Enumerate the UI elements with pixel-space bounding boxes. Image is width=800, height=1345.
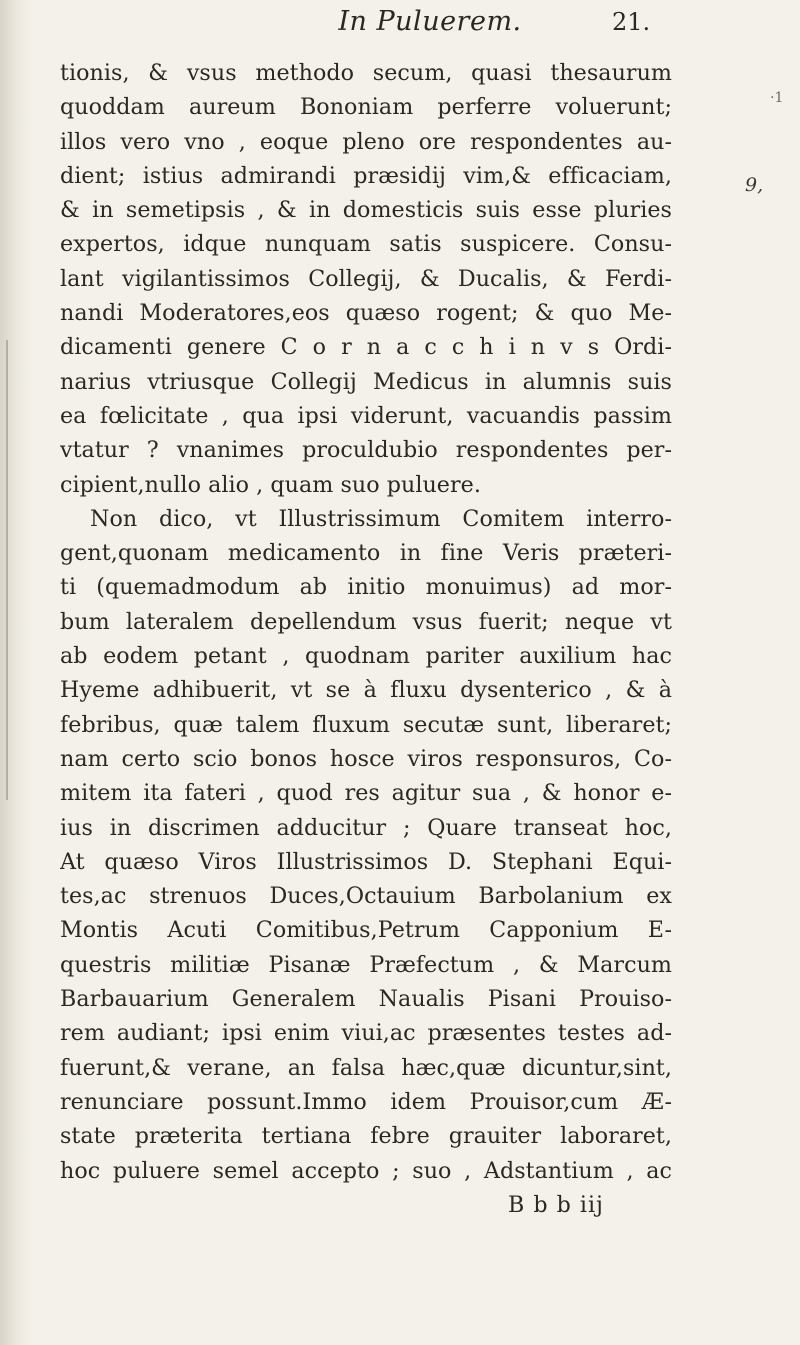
body-text bbox=[60, 56, 672, 1222]
text-line: ab eodem petant , quodnam pariter auxilium hac bbox=[60, 643, 672, 670]
text-line: rem audiant; ipsi enim viui,ac præsentes testes ad- bbox=[60, 1020, 672, 1047]
binding-shadow-line bbox=[6, 340, 8, 800]
page-number: 21. bbox=[612, 8, 651, 36]
text-line: vtatur ? vnanimes proculdubio respondentes per- bbox=[60, 437, 672, 464]
text-line: fuerunt,& verane, an falsa hæc,quæ dicuntur,sint, bbox=[60, 1054, 672, 1081]
text-line: lant vigilantissimos Collegij, & Ducalis, & Ferdi- bbox=[60, 265, 672, 292]
text-line: Hyeme adhibuerit, vt se à fluxu dysenterico , & à bbox=[60, 677, 672, 704]
text-line: questris militiæ Pisanæ Præfectum , & Marcum bbox=[60, 951, 672, 978]
text-line: At quæso Viros Illustrissimos D. Stephani Equi- bbox=[60, 848, 672, 875]
text-line: gent,quonam medicamento in fine Veris præteri- bbox=[60, 540, 672, 567]
text-line: hoc puluere semel accepto ; suo , Adstantium , ac bbox=[60, 1157, 672, 1184]
margin-mark: ·1 bbox=[770, 90, 784, 106]
text-line: Montis Acuti Comitibus,Petrum Capponium E- bbox=[60, 917, 672, 944]
text-line: febribus, quæ talem fluxum secutæ sunt, liberaret; bbox=[60, 711, 672, 738]
text-line: dient; istius admirandi præsidij vim,& efficaciam, bbox=[60, 162, 672, 189]
text-line: tes,ac strenuos Duces,Octauium Barbolanium ex bbox=[60, 883, 672, 910]
page-header bbox=[0, 6, 800, 50]
text-line: illos vero vno , eoque pleno ore respondentes au- bbox=[60, 128, 672, 155]
text-line: ea fœlicitate , qua ipsi viderunt, vacuandis passim bbox=[60, 402, 672, 429]
running-head: In Puluerem. bbox=[338, 6, 522, 37]
text-line: narius vtriusque Collegij Medicus in alumnis suis bbox=[60, 368, 672, 395]
text-line: Barbauarium Generalem Naualis Pisani Prouiso- bbox=[60, 986, 672, 1013]
text-line: dicamenti genere C o r n a c c h i n v s Ordi- bbox=[60, 334, 672, 361]
text-line: cipient,nullo alio , quam suo puluere. bbox=[60, 471, 481, 498]
text-line: tionis, & vsus methodo secum, quasi thesaurum bbox=[60, 60, 672, 86]
text-line: mitem ita fateri , quod res agitur sua , & honor e- bbox=[60, 780, 672, 807]
text-line: expertos, idque nunquam satis suspicere. Consu- bbox=[60, 231, 672, 258]
text-line: bum lateralem depellendum vsus fuerit; neque vt bbox=[60, 608, 672, 635]
text-line: state præterita tertiana febre grauiter laboraret, bbox=[60, 1123, 672, 1150]
text-line: renunciare possunt.Immo idem Prouisor,cum Æ- bbox=[60, 1088, 672, 1115]
text-line: nandi Moderatores,eos quæso rogent; & quo Me- bbox=[60, 300, 672, 327]
text-line: ti (quemadmodum ab initio monuimus) ad mor- bbox=[60, 574, 672, 601]
text-line: nam certo scio bonos hosce viros responsuros, Co- bbox=[60, 745, 672, 772]
text-line: ius in discrimen adducitur ; Quare transeat hoc, bbox=[60, 814, 672, 841]
signature-mark: B b b iij bbox=[508, 1191, 604, 1218]
margin-note: 9, bbox=[745, 174, 764, 196]
text-line: quoddam aureum Bononiam perferre voluerunt; bbox=[60, 94, 672, 121]
text-line: & in semetipsis , & in domesticis suis esse pluries bbox=[60, 197, 672, 224]
text-line: Non dico, vt Illustrissimum Comitem interro- bbox=[90, 505, 672, 532]
